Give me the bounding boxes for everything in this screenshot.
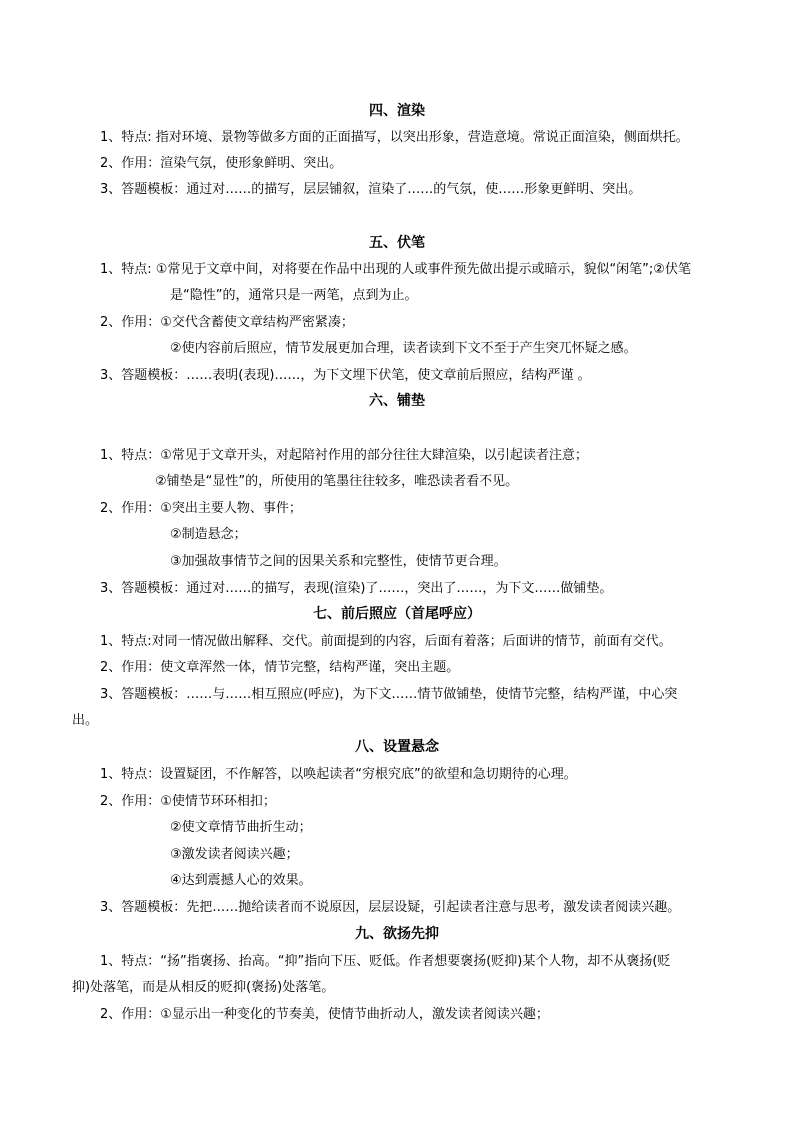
paragraph-line: 2、作用：①交代含蓄使文章结构严密紧凑； — [100, 315, 354, 330]
paragraph-line: 1、特点：设置疑团，不作解答，以唤起读者“穷根究底”的欲望和急切期待的心理。 — [100, 767, 577, 782]
paragraph-line: 1、特点：①常见于文章开头，对起陪衬作用的部分往往大肆渲染，以引起读者注意； — [100, 448, 588, 463]
paragraph-line: 是“隐性”的，通常只是一两笔，点到为止。 — [170, 288, 418, 303]
paragraph-line: 2、作用：渲染气氛，使形象鲜明、突出。 — [100, 156, 343, 171]
paragraph-line: 3、答题模板：……与……相互照应(呼应)，为下文……情节做铺垫，使情节完整，结构严谨，中心突 — [100, 687, 678, 702]
paragraph-line: ②制造悬念； — [170, 527, 247, 542]
section-title-xuanran: 四、渲染 — [369, 103, 425, 119]
paragraph-line: ②铺垫是“显性”的，所使用的笔墨往往较多，唯恐读者看不见。 — [155, 474, 519, 489]
paragraph-line: 3、答题模板：通过对……的描写，表现(渲染)了……，突出了……，为下文……做铺垫。 — [100, 581, 613, 596]
section-title-pudian: 六、铺垫 — [369, 393, 425, 409]
paragraph-line: 2、作用：使文章浑然一体，情节完整，结构严谨，突出主题。 — [100, 660, 460, 675]
paragraph-line: 3、答题模板：……表明(表现)……，为下文埋下伏笔，使文章前后照应，结构严谨 。 — [100, 368, 591, 383]
paragraph-line: ④达到震撼人心的效果。 — [170, 873, 312, 888]
paragraph-line: 2、作用：①突出主要人物、事件； — [100, 501, 302, 516]
paragraph-line: 抑)处落笔，而是从相反的贬抑(褒扬)处落笔。 — [72, 980, 335, 995]
paragraph-line: 1、特点: 指对环境、景物等做多方面的正面描写，以突出形象，营造意境。常说正面渲染，侧面烘托。 — [100, 130, 689, 145]
section-title-yuyang-xianyi: 九、欲扬先抑 — [355, 926, 439, 942]
paragraph-line: 2、作用：①使情节环环相扣； — [100, 794, 276, 809]
paragraph-line: 出。 — [72, 713, 99, 728]
section-title-qianhou-zhaoying: 七、前后照应（首尾呼应） — [313, 606, 481, 622]
paragraph-line: 3、答题模板：先把……抛给读者而不说原因，层层设疑，引起读者注意与思考，激发读者阅读兴趣。 — [100, 900, 681, 915]
section-title-shezhi-xuannian: 八、设置悬念 — [355, 739, 439, 755]
paragraph-line: ②使内容前后照应，情节发展更加合理，读者读到下文不至于产生突兀怀疑之感。 — [170, 341, 637, 356]
paragraph-line: 2、作用：①显示出一种变化的节奏美，使情节曲折动人，激发读者阅读兴趣； — [100, 1007, 549, 1022]
section-title-fubi: 五、伏笔 — [369, 235, 425, 251]
paragraph-line: 1、特点：“扬”指褒扬、抬高。“抑”指向下压、贬低。作者想要褒扬(贬抑)某个人物，却不从褒扬(贬 — [100, 954, 671, 969]
paragraph-line: ③激发读者阅读兴趣； — [170, 847, 299, 862]
paragraph-line: 3、答题模板：通过对……的描写，层层铺叙，渲染了……的气氛，使……形象更鲜明、突出。 — [100, 182, 642, 197]
paragraph-line: 1、特点: ①常见于文章中间，对将要在作品中出现的人或事件预先做出提示或暗示，貌似“闲笔”;②伏笔 — [100, 262, 691, 277]
paragraph-line: ②使文章情节曲折生动； — [170, 820, 312, 835]
paragraph-line: 1、特点:对同一情况做出解释、交代。前面提到的内容，后面有着落；后面讲的情节，前面有交代。 — [100, 634, 672, 649]
paragraph-line: ③加强故事情节之间的因果关系和完整性，使情节更合理。 — [170, 554, 507, 569]
